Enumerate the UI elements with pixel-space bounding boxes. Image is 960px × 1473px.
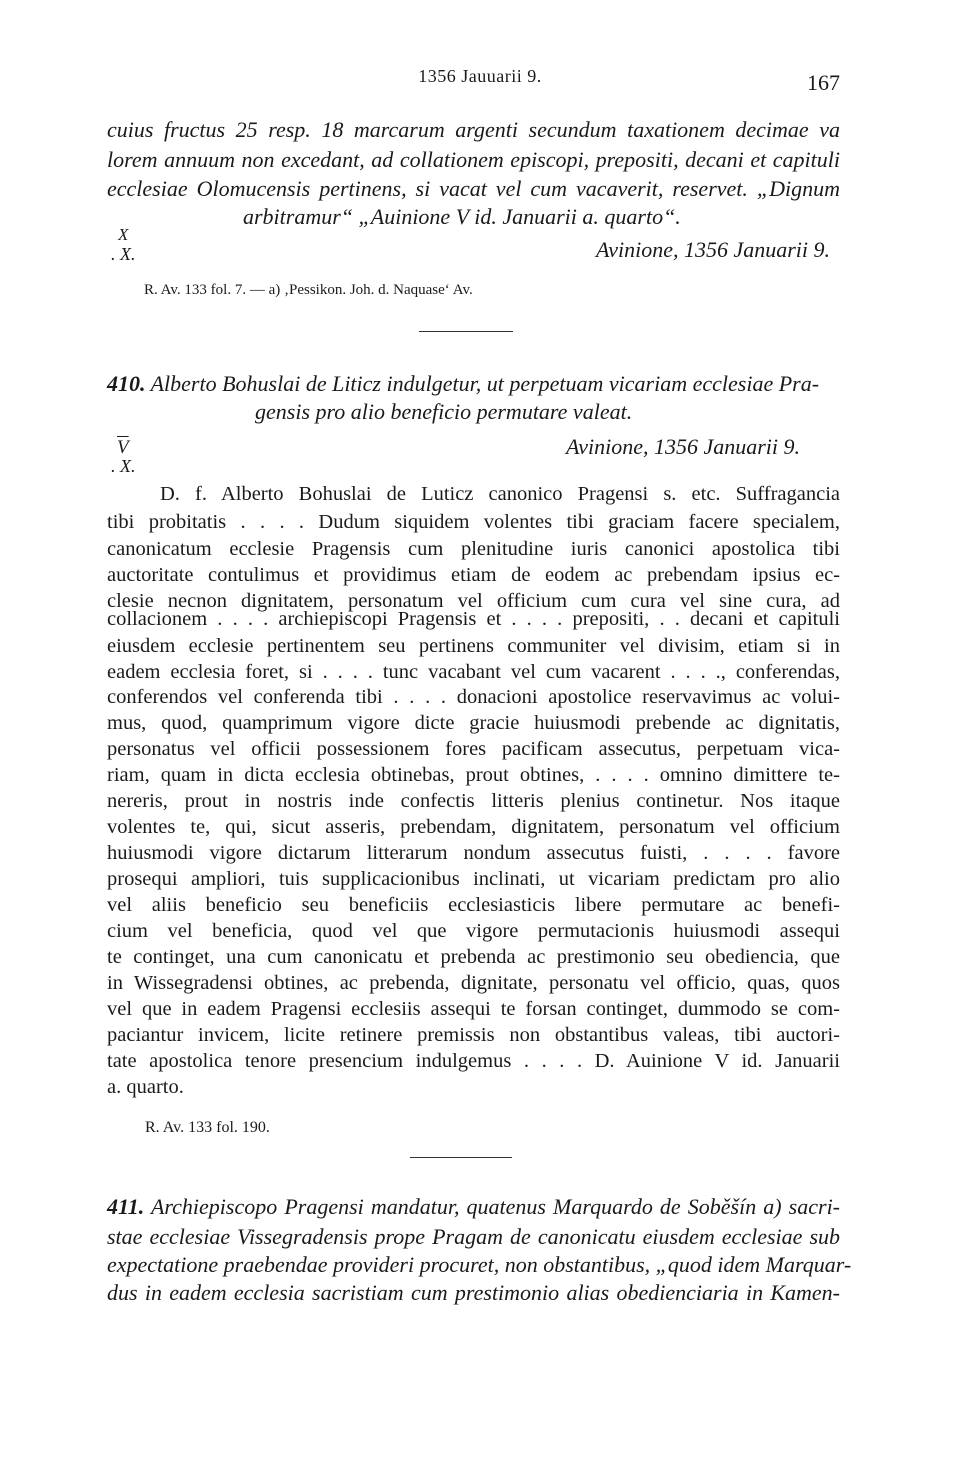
entry-411-line: dus in eadem ecclesia sacristiam cum prestimonio alias obedienciaria in Kamen- bbox=[107, 1280, 840, 1305]
entry-410-line: te continget, una cum canonicatu et prebenda ac prestimonio seu obediencia, que bbox=[107, 946, 840, 968]
prev-entry-last-line: arbitramur“ „Auinione V id. Januarii a. quarto“. bbox=[243, 204, 681, 229]
entry-410-number: 410. bbox=[107, 371, 146, 396]
entry-410-line: vel aliis beneficio seu beneficiis ecclesiasticis libere permutare ac benefi- bbox=[107, 894, 840, 916]
prev-entry-line: ecclesiae Olomucensis pertinens, si vacat vel cum vacaverit, reservet. „Dignum bbox=[107, 176, 840, 201]
entry-410-line: eadem ecclesia foret, si . . . . tunc vacabant vel cum vacarent . . . ., conferendas, bbox=[107, 661, 840, 683]
entry-410-summary bbox=[107, 370, 840, 398]
entry-410-first-line: D. f. Alberto Bohuslai de Luticz canonico Pragensi s. etc. Suffragancia bbox=[160, 483, 840, 505]
entry-410-source: R. Av. 133 fol. 190. bbox=[145, 1119, 270, 1136]
entry-410-line: conferendos vel conferenda tibi . . . . donacioni apostolice reservavimus ac volui- bbox=[107, 686, 840, 708]
page-number: 167 bbox=[807, 70, 840, 95]
entry-410-line: clesie necnon dignitatem, personatum vel officium cum cura vel sine cura, ad bbox=[107, 590, 840, 612]
entry-410-line: riam, quam in dicta ecclesia obtinebas, prout obtines, . . . . omnino dimittere te- bbox=[107, 764, 840, 786]
separator-rule bbox=[419, 331, 513, 332]
entry-410-line: auctoritate contulimus et providimus etiam de eodem ac prebendam ipsius ec- bbox=[107, 564, 840, 586]
entry-410-line: paciantur invicem, licite retinere premissis non obstantibus valeas, tibi auctori- bbox=[107, 1024, 840, 1046]
prev-entry-line: lorem annuum non excedant, ad collationem episcopi, prepositi, decani et capituli bbox=[107, 147, 840, 172]
entry-410-summary-line1: Alberto Bohuslai de Liticz indulgetur, ut perpetuam vicariam ecclesiae Pra- bbox=[150, 371, 820, 396]
entry-410-line: cium vel beneficia, quod vel que vigore permutacionis huiusmodi assequi bbox=[107, 920, 840, 942]
entry-410-line: canonicatum ecclesie Pragensis cum plenitudine iuris canonici apostolica tibi bbox=[107, 538, 840, 560]
entry-410-mark-x: . X. bbox=[111, 456, 136, 476]
entry-410-mark-v: $\overline{V}$ bbox=[117, 437, 129, 458]
entry-410-line: vel que in eadem Pragensi ecclesiis assequi te forsan continget, dummodo se com- bbox=[107, 998, 840, 1020]
entry-410-line: tate apostolica tenore presencium indulgemus . . . . D. Auinione V id. Januarii bbox=[107, 1050, 840, 1072]
entry-410-last-line: a. quarto. bbox=[107, 1076, 184, 1098]
entry-410-line: prosequi ampliori, tuis supplicacionibus inclinati, ut vicariam predictam pro alio bbox=[107, 868, 840, 890]
entry-410-line: collacionem . . . . archiepiscopi Pragensis et . . . . prepositi, . . decani et capituli bbox=[107, 608, 840, 630]
separator-rule bbox=[410, 1157, 512, 1158]
entry-411-number: 411. bbox=[107, 1194, 145, 1219]
entry-410-line: tibi probitatis . . . . Dudum siquidem volentes tibi graciam facere specialem, bbox=[107, 511, 840, 533]
prev-entry-mark-x: X bbox=[118, 225, 129, 244]
entry-410-date: Avinione, 1356 Januarii 9. bbox=[566, 434, 801, 459]
prev-entry-mark-x2: . X. bbox=[111, 244, 136, 264]
entry-410-line: nereris, prout in nostris inde confectis litteris plenius continetur. Nos itaque bbox=[107, 790, 840, 812]
entry-411-first bbox=[107, 1193, 840, 1221]
entry-411-line: expectatione praebendae provideri procuret, non obstantibus, „quod idem Marquar- bbox=[107, 1252, 852, 1277]
running-head: 1356 Jauuarii 9. bbox=[418, 66, 542, 86]
entry-410-line: in Wissegradensi obtines, ac prebenda, dignitate, personatu vel officio, quas, quos bbox=[107, 972, 840, 994]
entry-410-line: eiusdem ecclesie pertinentem seu pertinens communiter vel divisim, etiam si in bbox=[107, 635, 840, 657]
entry-411-first-line: Archiepiscopo Pragensi mandatur, quatenus Marquardo de Soběšín a) sacri- bbox=[150, 1194, 841, 1219]
prev-entry-date: Avinione, 1356 Januarii 9. bbox=[596, 237, 831, 262]
entry-410-line: huiusmodi vigore dictarum litterarum nondum assecutus fuisti, . . . . favore bbox=[107, 842, 840, 864]
prev-entry-line: cuius fructus 25 resp. 18 marcarum argenti secundum taxationem decimae va bbox=[107, 117, 840, 142]
entry-410-line: personatus vel officii possessionem fores pacificam assecutus, perpetuam vica- bbox=[107, 738, 840, 760]
entry-410-line: mus, quod, quamprimum vigore dicte gracie huiusmodi prebende ac dignitatis, bbox=[107, 712, 840, 734]
entry-410-summary-line2: gensis pro alio beneficio permutare valeat. bbox=[255, 399, 633, 424]
entry-410-line: volentes te, qui, sicut asseris, prebendam, dignitatem, personatum vel officium bbox=[107, 816, 840, 838]
prev-entry-source: R. Av. 133 fol. 7. — a) ‚Pessikon. Joh. d. Naquase‘ Av. bbox=[144, 282, 473, 298]
entry-411-line: stae ecclesiae Vissegradensis prope Pragam de canonicatu eiusdem ecclesiae sub bbox=[107, 1224, 840, 1249]
